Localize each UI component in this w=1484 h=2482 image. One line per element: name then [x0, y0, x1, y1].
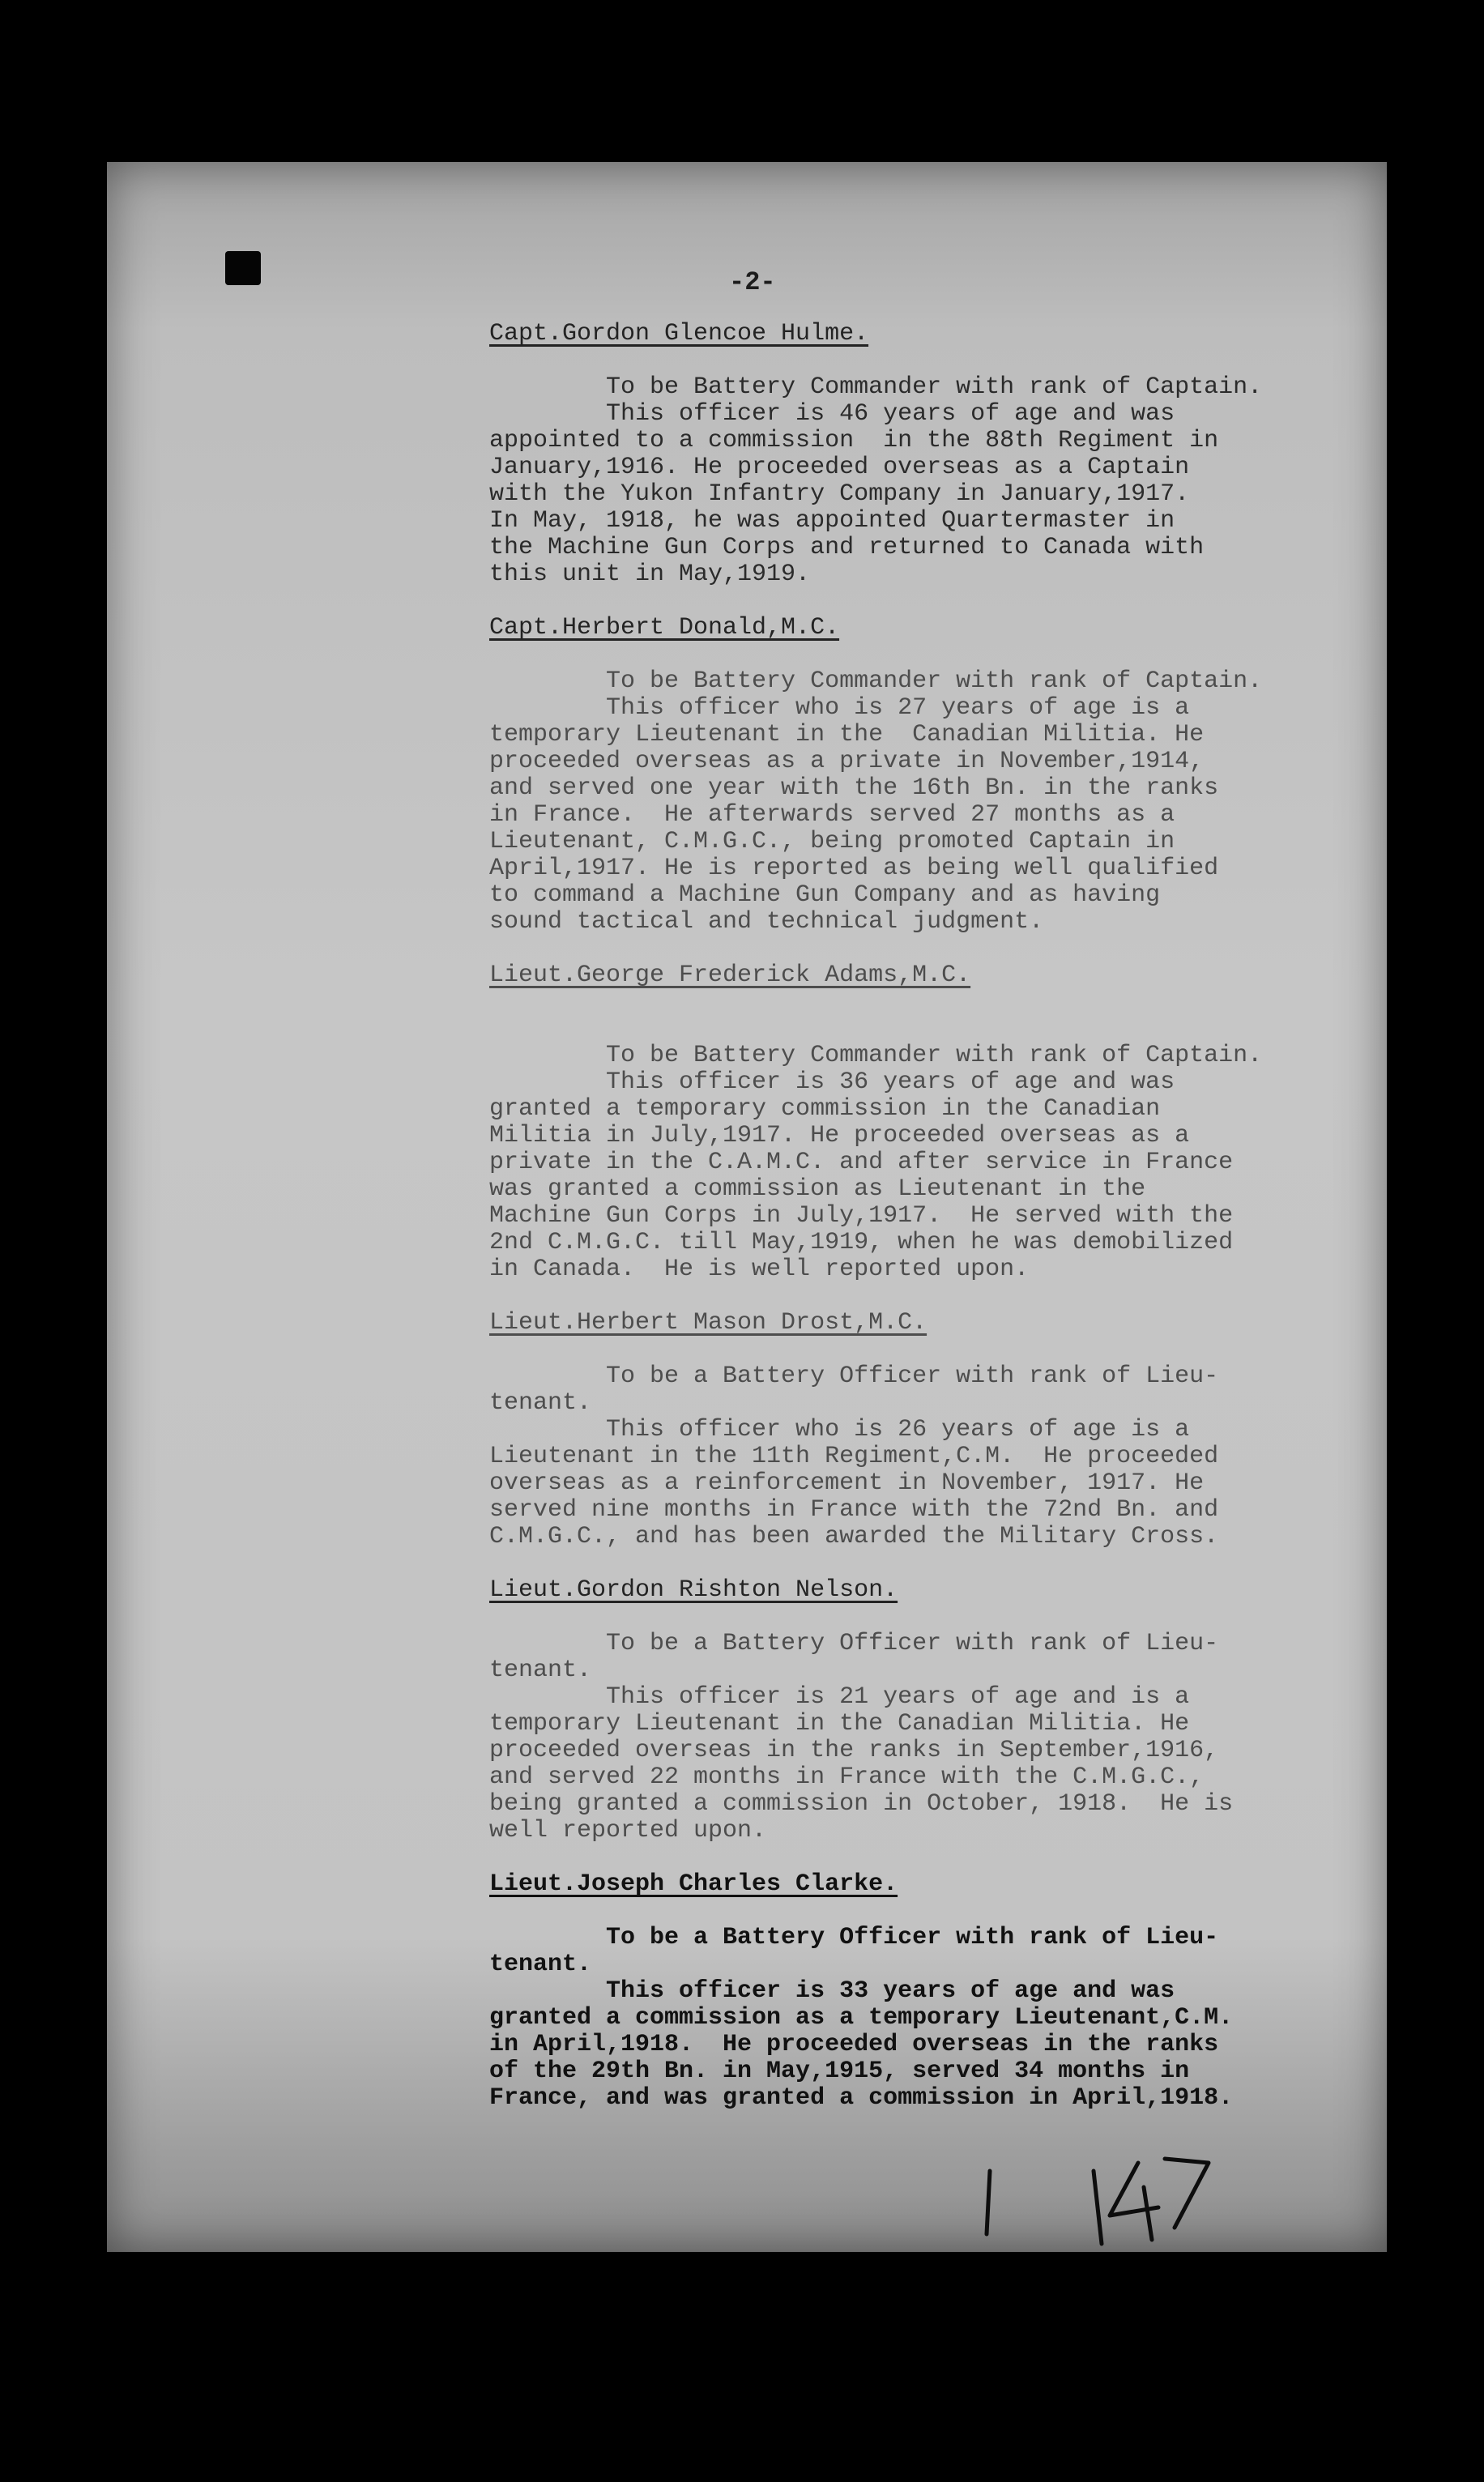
officer-heading: Capt.Gordon Glencoe Hulme. [489, 320, 869, 348]
officer-heading: Lieut.George Frederick Adams,M.C. [489, 962, 971, 989]
officer-entry-clarke [489, 1871, 1316, 2112]
officer-description: To be a Battery Officer with rank of Lieu- tenant. This officer is 33 years of age and was granted a commission as a temporary Lieutenant,C.M. in April,1918. He proceeded overseas in the ranks of the 29th Bn. in May,1915, served 34 months in France, and was granted a commission in April,1918. [489, 1924, 1234, 2112]
officer-description: To be a Battery Officer with rank of Lieu- tenant. This officer who is 26 years of age is a Lieutenant in the 11th Regiment,C.M. He proceeded overseas as a reinforcement in November, 1917. He served nine months in France with the 72nd Bn. and C.M.G.C., and has been awarded the Military Cross. [489, 1363, 1219, 1550]
officer-entry-nelson [489, 1577, 1316, 1844]
officer-entry-hulme [489, 321, 1316, 588]
officer-entry-drost [489, 1310, 1316, 1550]
page-number: -2- [729, 267, 776, 297]
handwritten-page-number [972, 2139, 1215, 2252]
officer-entry-adams [489, 962, 1316, 1283]
officer-description: To be Battery Commander with rank of Captain. This officer is 46 years of age and was appointed to a commission in the 88th Regiment in January,1916. He proceeded overseas as a Captain with the Yukon Infantry Company in January,1917. In May, 1918, he was appointed Quartermaster in the Machine Gun Corps and returned to Canada with this unit in May,1919. [489, 373, 1263, 588]
officer-entry-donald [489, 615, 1316, 936]
officer-description: To be Battery Commander with rank of Captain. This officer who is 27 years of age is a temporary Lieutenant in the Canadian Militia. He proceeded overseas as a private in November,1914, and served one year with the 16th Bn. in the ranks in France. He afterwards served 27 months as a Lieutenant, C.M.G.C., being promoted Captain in April,1917. He is reported as being well qualified to command a Machine Gun Company and as having sound tactical and technical judgment. [489, 667, 1263, 936]
officer-description: To be Battery Commander with rank of Captain. This officer is 36 years of age and was granted a temporary commission in the Canadian Militia in July,1917. He proceeded overseas as a private in the C.A.M.C. and after service in France was granted a commission as Lieutenant in the Machine Gun Corps in July,1917. He served with the 2nd C.M.G.C. till May,1919, when he was demobilized in Canada. He is well reported upon. [489, 1042, 1263, 1283]
officer-description: To be a Battery Officer with rank of Lieu- tenant. This officer is 21 years of age and is a temporary Lieutenant in the Canadian Militia. He proceeded overseas in the ranks in September,1916, and served 22 months in France with the C.M.G.C., being granted a commission in October, 1918. He is well reported upon. [489, 1630, 1234, 1844]
officer-heading: Lieut.Joseph Charles Clarke. [489, 1870, 898, 1898]
officer-heading: Lieut.Herbert Mason Drost,M.C. [489, 1309, 927, 1337]
officer-heading: Lieut.Gordon Rishton Nelson. [489, 1576, 898, 1604]
officer-heading: Capt.Herbert Donald,M.C. [489, 614, 840, 642]
punch-hole [225, 251, 261, 285]
document-body [489, 321, 1316, 2112]
